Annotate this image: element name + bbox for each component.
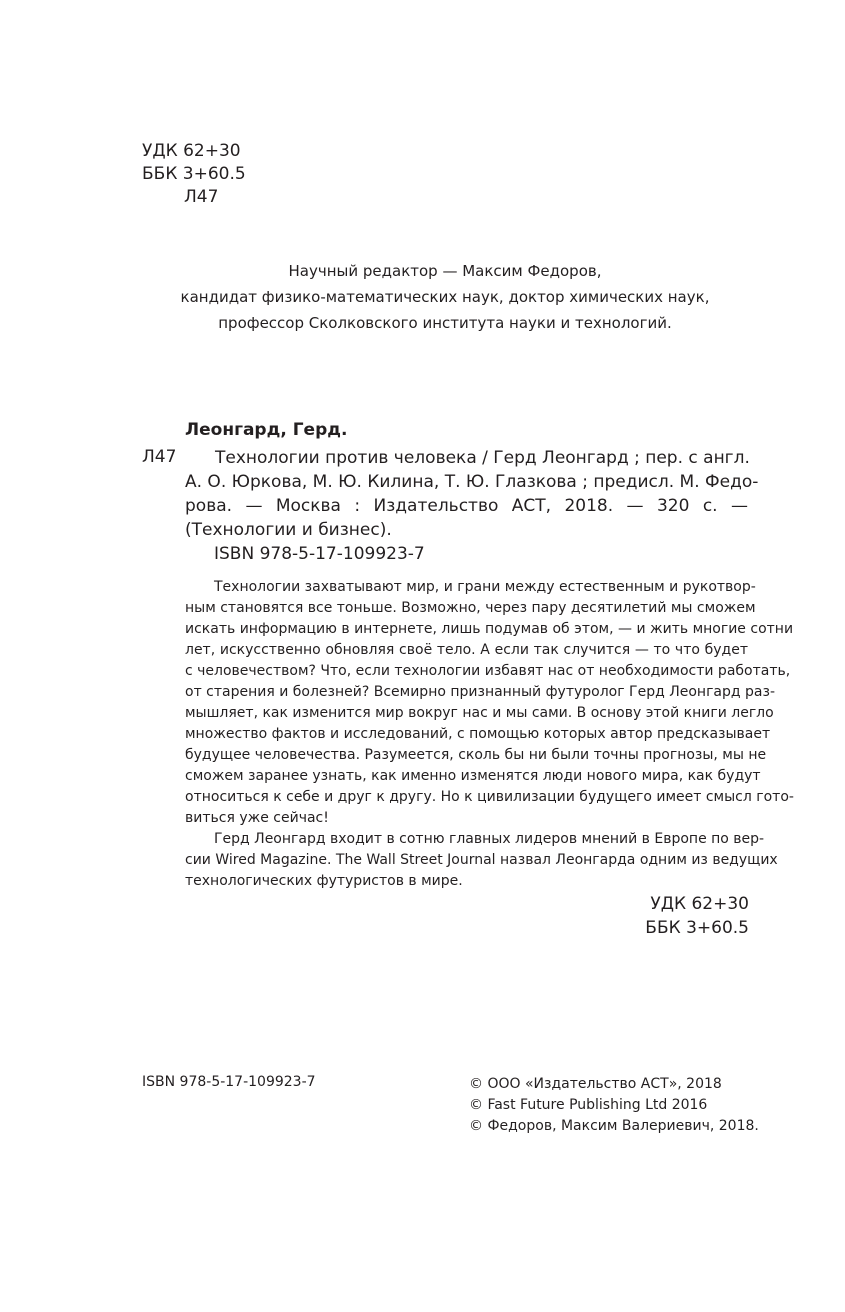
abstract-line: от старения и болезней? Всемирно признанный футуролог Герд Леонгард раз- bbox=[185, 684, 775, 700]
abstract-line: Технологии захватывают мир, и грани между естественным и рукотвор- bbox=[214, 579, 756, 595]
abstract-line: мышляет, как изменится мир вокруг нас и мы сами. В основу этой книги легло bbox=[185, 705, 774, 721]
abstract-line: искать информацию в интернете, лишь подумав об этом, — и жить многие сотни bbox=[185, 621, 794, 637]
copyright-line: © Федоров, Максим Валериевич, 2018. bbox=[469, 1118, 759, 1134]
abstract-line: сии Wired Magazine. The Wall Street Journal назвал Леонгарда одним из ведущих bbox=[185, 852, 778, 868]
editor-line: профессор Сколковского института науки и технологий. bbox=[218, 314, 672, 332]
scientific-editor-note bbox=[0, 258, 845, 336]
biblio-line: (Технологии и бизнес). bbox=[185, 520, 392, 540]
bibliographic-description bbox=[185, 446, 759, 542]
abstract-line: с человечеством? Что, если технологии избавят нас от необходимости работать, bbox=[185, 663, 791, 679]
author-mark-side: Л47 bbox=[142, 447, 177, 467]
biblio-line: рова. — Москва : Издательство АСТ, 2018. — 320 с. — bbox=[185, 496, 748, 516]
biblio-line: Технологии против человека / Герд Леонгард ; пер. с англ. bbox=[215, 448, 750, 468]
abstract-line: множество фактов и исследований, с помощью которых автор предсказывает bbox=[185, 726, 771, 742]
copyright-line: © ООО «Издательство АСТ», 2018 bbox=[469, 1076, 722, 1092]
abstract-line: ным становятся все тоньше. Возможно, через пару десятилетий мы сможем bbox=[185, 600, 756, 616]
udk-code: УДК 62+30 bbox=[650, 894, 749, 914]
abstract-line: Герд Леонгард входит в сотню главных лидеров мнений в Европе по вер- bbox=[214, 831, 765, 847]
abstract-line: технологических футуристов в мире. bbox=[185, 873, 463, 889]
abstract-line: относиться к себе и друг к другу. Но к цивилизации будущего имеет смысл гото- bbox=[185, 789, 794, 805]
editor-line: кандидат физико-математических наук, доктор химических наук, bbox=[180, 288, 710, 306]
classification-codes-bottom bbox=[560, 892, 749, 940]
editor-line: Научный редактор — Максим Федоров, bbox=[288, 262, 602, 280]
isbn-footer: ISBN 978-5-17-109923-7 bbox=[142, 1074, 316, 1090]
classification-codes-top bbox=[142, 140, 246, 209]
abstract-line: будущее человечества. Разумеется, сколь бы ни были точны прогнозы, мы не bbox=[185, 747, 767, 763]
bbk-code: ББК 3+60.5 bbox=[645, 918, 749, 938]
abstract-line: лет, искусственно обновляя своё тело. А если так случится — то что будет bbox=[185, 642, 748, 658]
author-heading: Леонгард, Герд. bbox=[185, 420, 348, 440]
author-mark: Л47 bbox=[184, 187, 219, 207]
abstract-line: сможем заранее узнать, как именно изменятся люди нового мира, как будут bbox=[185, 768, 761, 784]
bbk-code: ББК 3+60.5 bbox=[142, 164, 246, 184]
abstract-line: виться уже сейчас! bbox=[185, 810, 329, 826]
copyright-line: © Fast Future Publishing Ltd 2016 bbox=[469, 1097, 708, 1113]
abstract bbox=[185, 577, 794, 892]
copyright-block bbox=[469, 1074, 759, 1137]
biblio-line: А. О. Юркова, М. Ю. Килина, Т. Ю. Глазкова ; предисл. М. Федо- bbox=[185, 472, 759, 492]
isbn: ISBN 978-5-17-109923-7 bbox=[214, 544, 425, 564]
udk-code: УДК 62+30 bbox=[142, 141, 241, 161]
